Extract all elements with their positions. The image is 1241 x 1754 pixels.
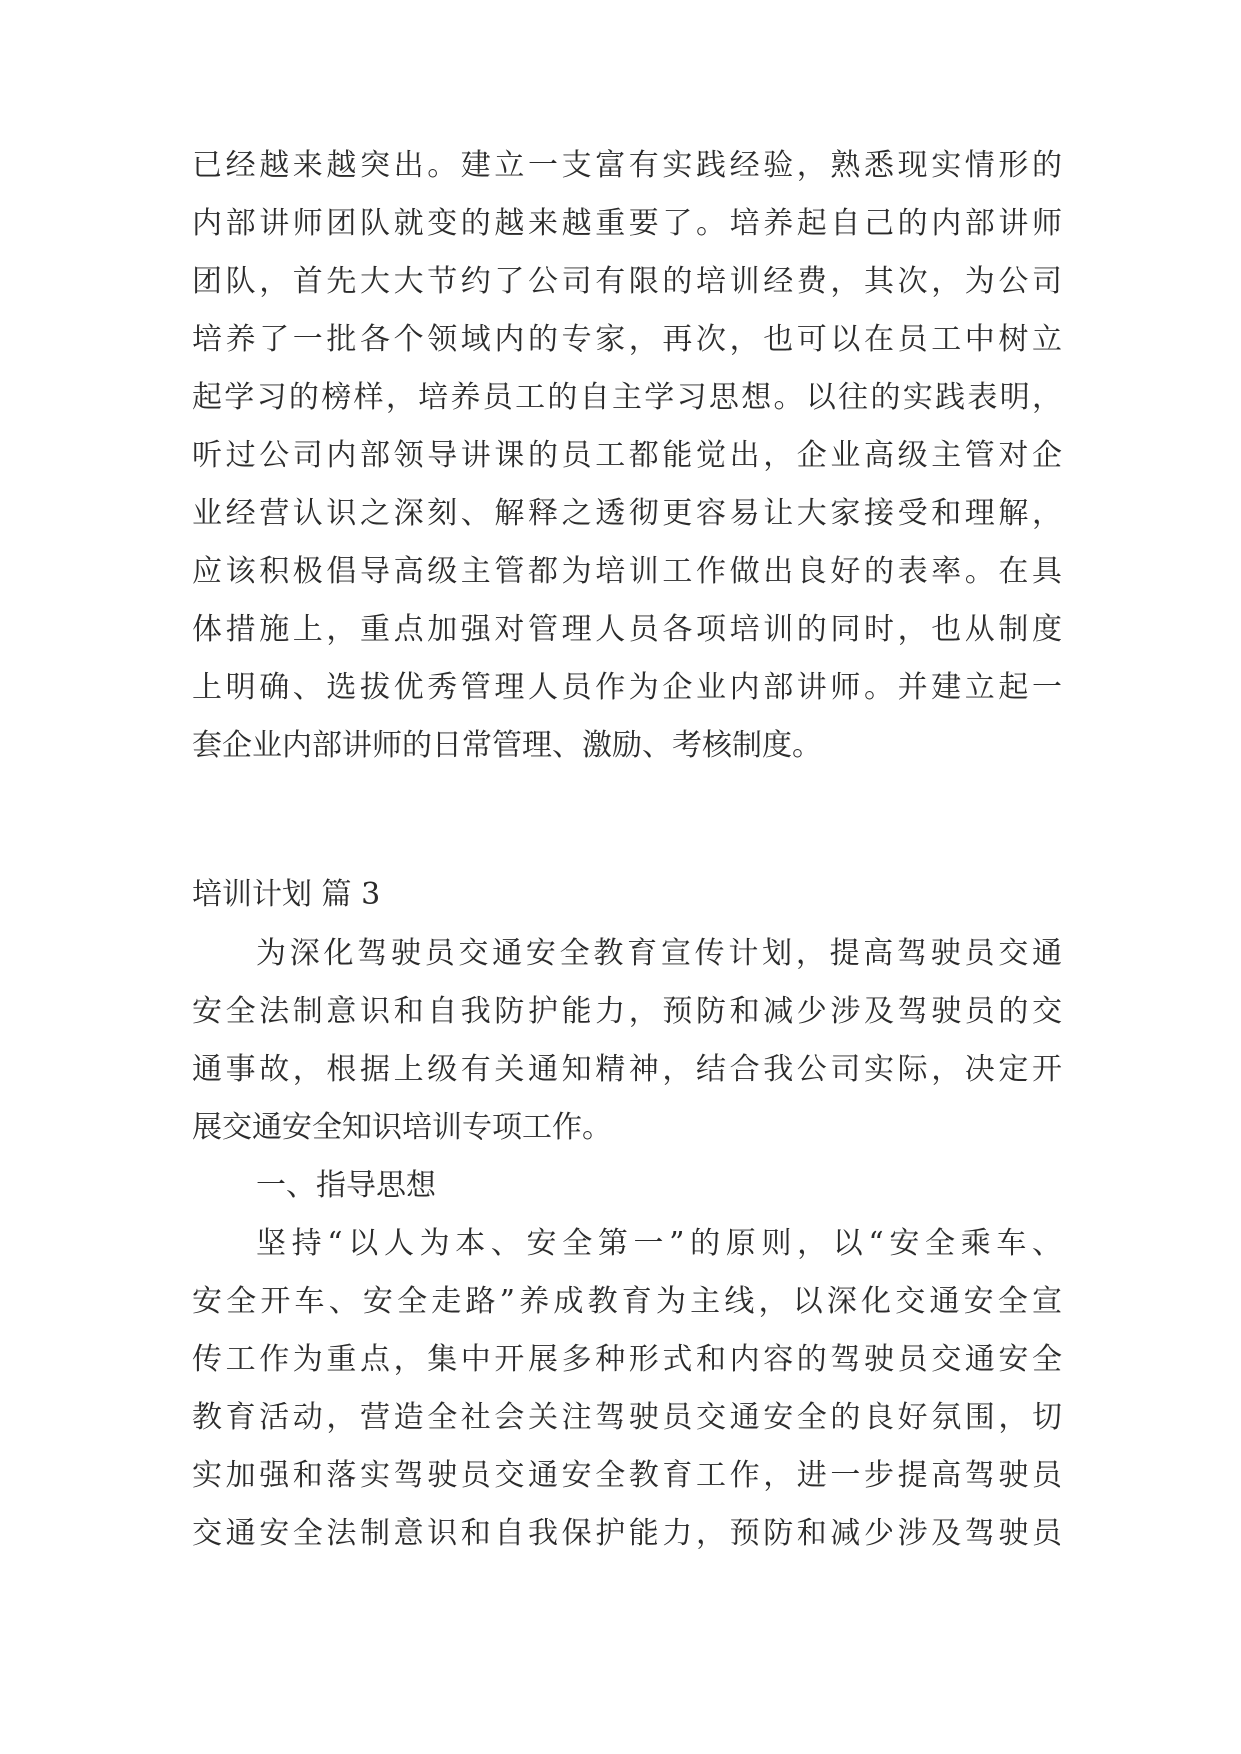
- paragraph-1-line-3: 团队，首先大大节约了公司有限的培训经费，其次，为公司: [192, 264, 1062, 299]
- paragraph-1-line-5: 起学习的榜样，培养员工的自主学习思想。以往的实践表明，: [192, 380, 1062, 415]
- paragraph-2-line-2: 安全法制意识和自我防护能力，预防和减少涉及驾驶员的交: [192, 994, 1062, 1029]
- paragraph-2-line-3: 通事故，根据上级有关通知精神，结合我公司实际，决定开: [192, 1052, 1062, 1087]
- paragraph-3-line-1: 坚持“以人为本、安全第一”的原则，以“安全乘车、: [256, 1226, 1062, 1261]
- paragraph-3-line-6: 交通安全法制意识和自我保护能力，预防和减少涉及驾驶员: [192, 1516, 1062, 1551]
- paragraph-1-line-4: 培养了一批各个领域内的专家，再次，也可以在员工中树立: [192, 322, 1062, 357]
- paragraph-3-line-4: 教育活动，营造全社会关注驾驶员交通安全的良好氛围，切: [192, 1400, 1062, 1435]
- section-title: 培训计划 篇 3: [192, 877, 381, 912]
- paragraph-1-line-10: 上明确、选拔优秀管理人员作为企业内部讲师。并建立起一: [192, 670, 1062, 705]
- paragraph-1-line-8: 应该积极倡导高级主管都为培训工作做出良好的表率。在具: [192, 554, 1062, 589]
- subheading-guiding-ideology: 一、指导思想: [256, 1168, 436, 1203]
- paragraph-1-line-1: 已经越来越突出。建立一支富有实践经验，熟悉现实情形的: [192, 148, 1062, 183]
- paragraph-3-line-5: 实加强和落实驾驶员交通安全教育工作，进一步提高驾驶员: [192, 1458, 1062, 1493]
- paragraph-3-line-3: 传工作为重点，集中开展多种形式和内容的驾驶员交通安全: [192, 1342, 1062, 1377]
- paragraph-1-line-9: 体措施上，重点加强对管理人员各项培训的同时，也从制度: [192, 612, 1062, 647]
- paragraph-3-line-2: 安全开车、安全走路”养成教育为主线，以深化交通安全宣: [192, 1284, 1062, 1319]
- paragraph-2-line-4: 展交通安全知识培训专项工作。: [192, 1110, 612, 1145]
- paragraph-2-line-1: 为深化驾驶员交通安全教育宣传计划，提高驾驶员交通: [256, 936, 1062, 971]
- paragraph-1-line-11: 套企业内部讲师的日常管理、激励、考核制度。: [192, 728, 822, 763]
- paragraph-1-line-6: 听过公司内部领导讲课的员工都能觉出，企业高级主管对企: [192, 438, 1062, 473]
- paragraph-1-line-7: 业经营认识之深刻、解释之透彻更容易让大家接受和理解，: [192, 496, 1062, 531]
- paragraph-1-line-2: 内部讲师团队就变的越来越重要了。培养起自己的内部讲师: [192, 206, 1062, 241]
